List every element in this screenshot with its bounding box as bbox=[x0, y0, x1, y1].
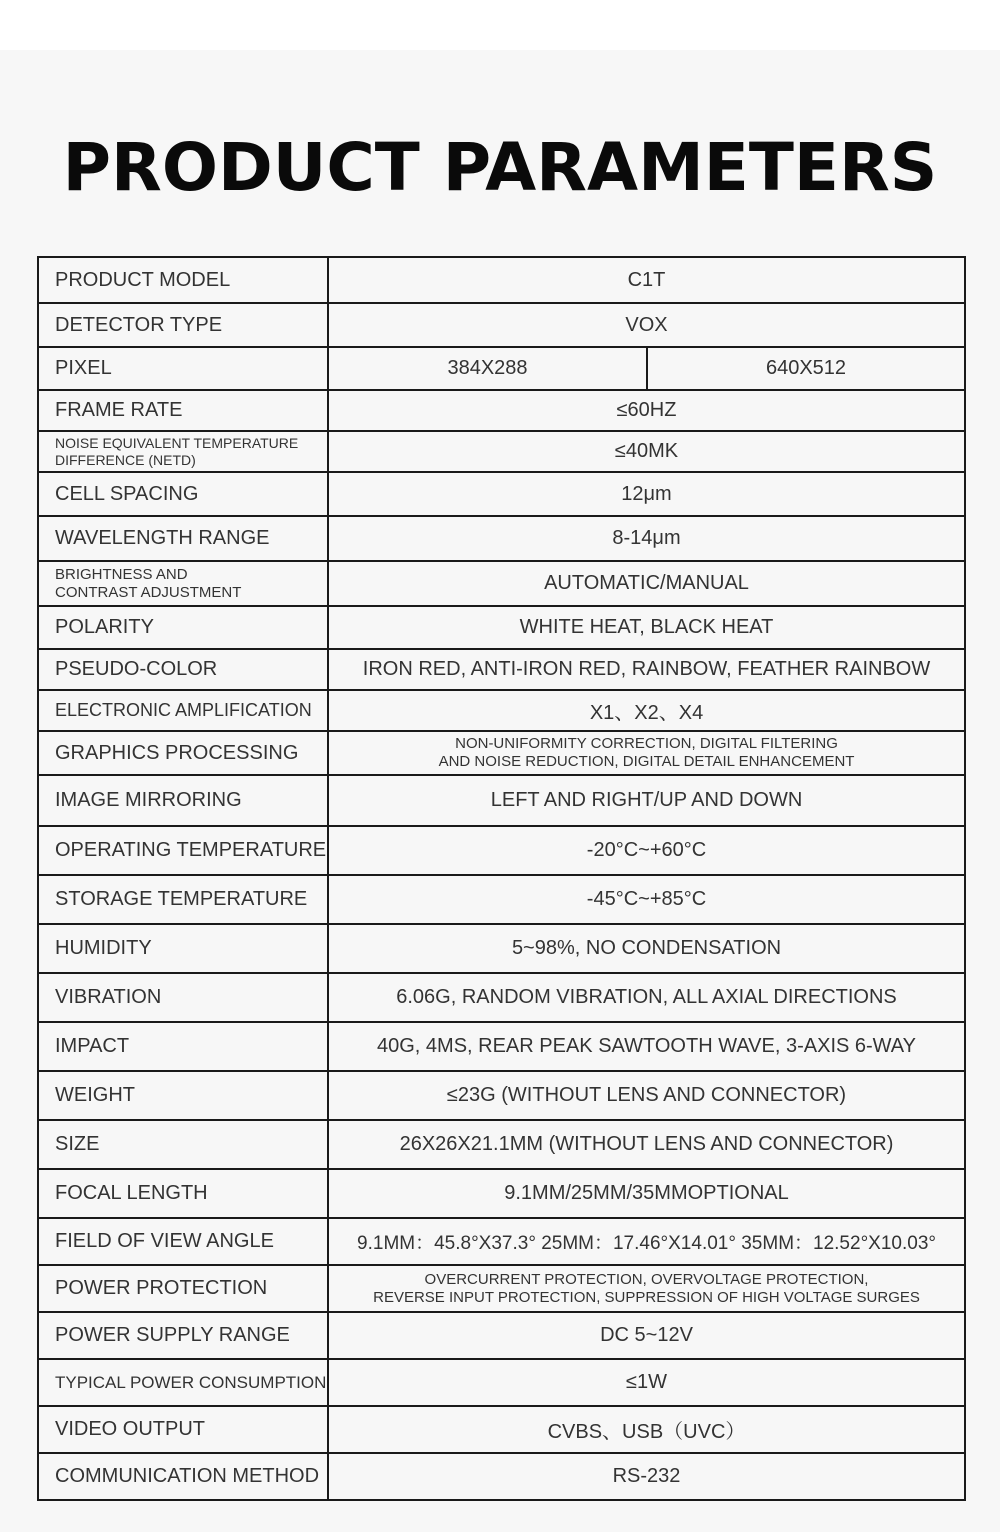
row-value bbox=[328, 1265, 965, 1312]
row-value: 9.1MM：45.8°X37.3° 25MM：17.46°X14.01° 35MM：12.52°X10.03° bbox=[328, 1218, 965, 1265]
row-label: SIZE bbox=[38, 1120, 328, 1169]
table-row-graphics-processing bbox=[38, 731, 965, 775]
row-label: VIBRATION bbox=[38, 973, 328, 1022]
row-label: ELECTRONIC AMPLIFICATION bbox=[38, 690, 328, 731]
row-value: RS-232 bbox=[328, 1453, 965, 1500]
table-row-power-supply-range bbox=[38, 1312, 965, 1359]
table-row-detector-type bbox=[38, 303, 965, 347]
row-value: C1T bbox=[328, 257, 965, 303]
table-row-typical-power bbox=[38, 1359, 965, 1406]
row-label-line: BRIGHTNESS AND bbox=[55, 565, 188, 583]
row-value: LEFT AND RIGHT/UP AND DOWN bbox=[328, 775, 965, 826]
row-value-line: AND NOISE REDUCTION, DIGITAL DETAIL ENHANCEMENT bbox=[438, 753, 855, 770]
row-label: POLARITY bbox=[38, 606, 328, 649]
row-label: IMPACT bbox=[38, 1022, 328, 1071]
row-label: POWER SUPPLY RANGE bbox=[38, 1312, 328, 1359]
row-value: ≤60HZ bbox=[328, 390, 965, 431]
table-row-pseudo-color bbox=[38, 649, 965, 690]
table-row-wavelength-range bbox=[38, 516, 965, 561]
row-label: POWER PROTECTION bbox=[38, 1265, 328, 1312]
row-value: -45°C~+85°C bbox=[328, 875, 965, 924]
row-label: STORAGE TEMPERATURE bbox=[38, 875, 328, 924]
table-row-storage-temperature bbox=[38, 875, 965, 924]
row-label bbox=[38, 431, 328, 472]
row-label: PIXEL bbox=[38, 347, 328, 390]
table-row-product-model bbox=[38, 257, 965, 303]
row-label: VIDEO OUTPUT bbox=[38, 1406, 328, 1453]
row-label: FRAME RATE bbox=[38, 390, 328, 431]
table-row-humidity bbox=[38, 924, 965, 973]
row-label: FIELD OF VIEW ANGLE bbox=[38, 1218, 328, 1265]
table-row-frame-rate bbox=[38, 390, 965, 431]
table-row-netd bbox=[38, 431, 965, 472]
table-row-cell-spacing bbox=[38, 472, 965, 516]
row-value-line: REVERSE INPUT PROTECTION, SUPPRESSION OF HIGH VOLTAGE SURGES bbox=[373, 1288, 920, 1306]
row-value-384: 384X288 bbox=[328, 347, 647, 390]
row-value: X1、X2、X4 bbox=[328, 690, 965, 731]
table-row-communication-method bbox=[38, 1453, 965, 1500]
row-value: -20°C~+60°C bbox=[328, 826, 965, 875]
row-value: 9.1MM/25MM/35MMOPTIONAL bbox=[328, 1169, 965, 1218]
row-value: CVBS、USB（UVC） bbox=[328, 1406, 965, 1453]
table-row-size bbox=[38, 1120, 965, 1169]
page-title: PRODUCT PARAMETERS bbox=[62, 129, 938, 206]
row-label: PRODUCT MODEL bbox=[38, 257, 328, 303]
row-label: GRAPHICS PROCESSING bbox=[38, 731, 328, 775]
row-value: ≤40MK bbox=[328, 431, 965, 472]
row-value: 12μm bbox=[328, 472, 965, 516]
row-label-line: CONTRAST ADJUSTMENT bbox=[55, 583, 242, 601]
table-row-focal-length bbox=[38, 1169, 965, 1218]
row-value: 26X26X21.1MM (WITHOUT LENS AND CONNECTOR) bbox=[328, 1120, 965, 1169]
table-row-power-protection bbox=[38, 1265, 965, 1312]
table-row-operating-temperature bbox=[38, 826, 965, 875]
parameters-table bbox=[37, 256, 966, 1501]
row-value: VOX bbox=[328, 303, 965, 347]
row-value: DC 5~12V bbox=[328, 1312, 965, 1359]
row-value: ≤23G (WITHOUT LENS AND CONNECTOR) bbox=[328, 1071, 965, 1120]
row-label bbox=[38, 561, 328, 606]
row-value-line: OVERCURRENT PROTECTION, OVERVOLTAGE PROTECTION, bbox=[424, 1270, 869, 1288]
row-label: FOCAL LENGTH bbox=[38, 1169, 328, 1218]
row-label: IMAGE MIRRORING bbox=[38, 775, 328, 826]
table-row-impact bbox=[38, 1022, 965, 1071]
row-label-line: NOISE EQUIVALENT TEMPERATURE bbox=[55, 434, 299, 451]
row-value: 8-14μm bbox=[328, 516, 965, 561]
row-value-640: 640X512 bbox=[647, 347, 965, 390]
row-value: 40G, 4MS, REAR PEAK SAWTOOTH WAVE, 3-AXIS 6-WAY bbox=[328, 1022, 965, 1071]
table-row-electronic-amplification bbox=[38, 690, 965, 731]
row-label: WEIGHT bbox=[38, 1071, 328, 1120]
row-value bbox=[328, 731, 965, 775]
row-value: AUTOMATIC/MANUAL bbox=[328, 561, 965, 606]
row-label: TYPICAL POWER CONSUMPTION bbox=[38, 1359, 328, 1406]
row-label: HUMIDITY bbox=[38, 924, 328, 973]
table-row-video-output bbox=[38, 1406, 965, 1453]
row-value: 6.06G, RANDOM VIBRATION, ALL AXIAL DIRECTIONS bbox=[328, 973, 965, 1022]
row-value-line: NON-UNIFORMITY CORRECTION, DIGITAL FILTERING bbox=[455, 735, 838, 752]
row-label: PSEUDO-COLOR bbox=[38, 649, 328, 690]
row-label: DETECTOR TYPE bbox=[38, 303, 328, 347]
row-value: 5~98%, NO CONDENSATION bbox=[328, 924, 965, 973]
row-label: COMMUNICATION METHOD bbox=[38, 1453, 328, 1500]
table-row-field-of-view bbox=[38, 1218, 965, 1265]
table-row-pixel bbox=[38, 347, 965, 390]
row-label: WAVELENGTH RANGE bbox=[38, 516, 328, 561]
row-label-line: DIFFERENCE (NETD) bbox=[55, 451, 196, 468]
row-value: IRON RED, ANTI-IRON RED, RAINBOW, FEATHER RAINBOW bbox=[328, 649, 965, 690]
row-label: OPERATING TEMPERATURE bbox=[38, 826, 328, 875]
table-row-image-mirroring bbox=[38, 775, 965, 826]
top-band bbox=[0, 0, 1000, 50]
table-row-brightness-contrast bbox=[38, 561, 965, 606]
row-value: ≤1W bbox=[328, 1359, 965, 1406]
table-row-weight bbox=[38, 1071, 965, 1120]
row-value: WHITE HEAT, BLACK HEAT bbox=[328, 606, 965, 649]
row-label: CELL SPACING bbox=[38, 472, 328, 516]
table-row-polarity bbox=[38, 606, 965, 649]
table-row-vibration bbox=[38, 973, 965, 1022]
